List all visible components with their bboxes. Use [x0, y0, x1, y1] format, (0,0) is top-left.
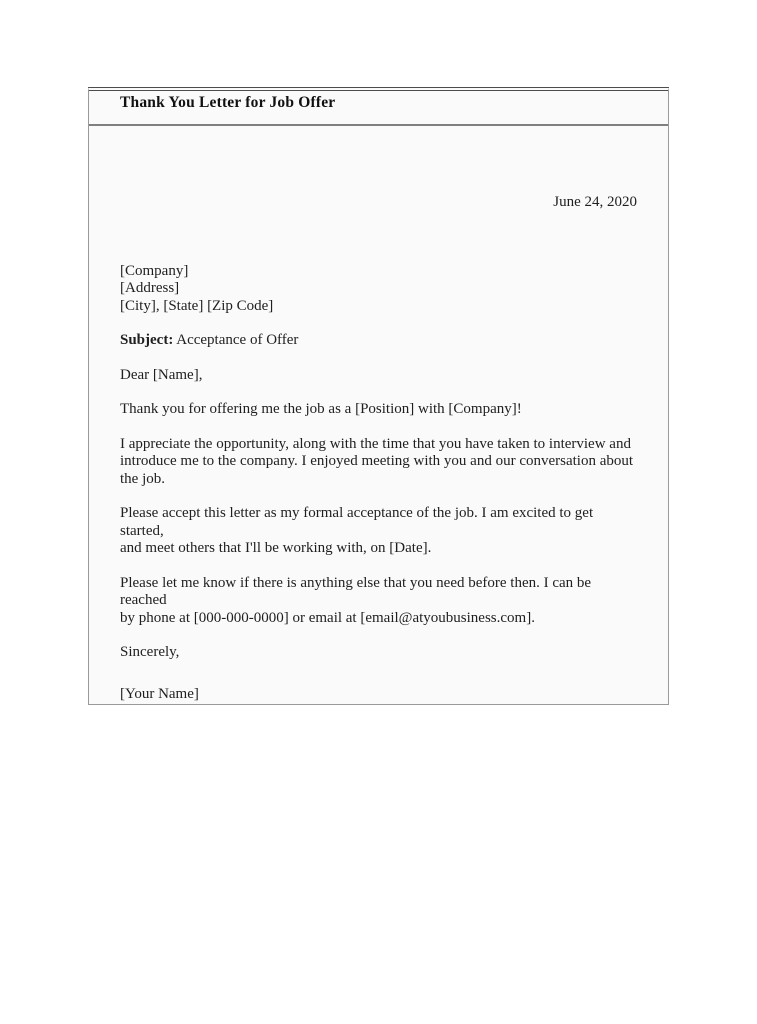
- letter-body: [89, 126, 668, 704]
- signature-name: [Your Name]: [120, 685, 199, 702]
- closing: Sincerely,: [120, 644, 180, 660]
- subject-line: [120, 332, 637, 350]
- body-paragraph-4: Please let me know if there is anything else that you need before then. I can be reached by phone at [000-000-0000] or email at [email@atyoubusiness.com].: [120, 574, 592, 626]
- document-title-bar: [89, 91, 668, 126]
- salutation: Dear [Name],: [120, 366, 203, 383]
- body-paragraph-3: Please accept this letter as my formal acceptance of the job. I am excited to get started, and meet others that I'll be working with, on [Date].: [120, 505, 594, 556]
- recipient-address-block: [Company] [Address] [City], [State] [Zip Code]: [120, 262, 274, 314]
- document-title: Thank You Letter for Job Offer: [120, 94, 336, 111]
- body-paragraph-1: Thank you for offering me the job as a [Position] with [Company]!: [120, 401, 522, 417]
- letter-document-panel: [88, 87, 669, 705]
- letter-date: June 24, 2020: [553, 194, 637, 210]
- subject-value: Acceptance of Offer: [173, 332, 299, 348]
- subject-label: Subject:: [120, 332, 174, 348]
- body-paragraph-2: I appreciate the opportunity, along with the time that you have taken to interview and introduce me to the company. I enjoyed meeting with you and our conversation about the job.: [120, 435, 634, 487]
